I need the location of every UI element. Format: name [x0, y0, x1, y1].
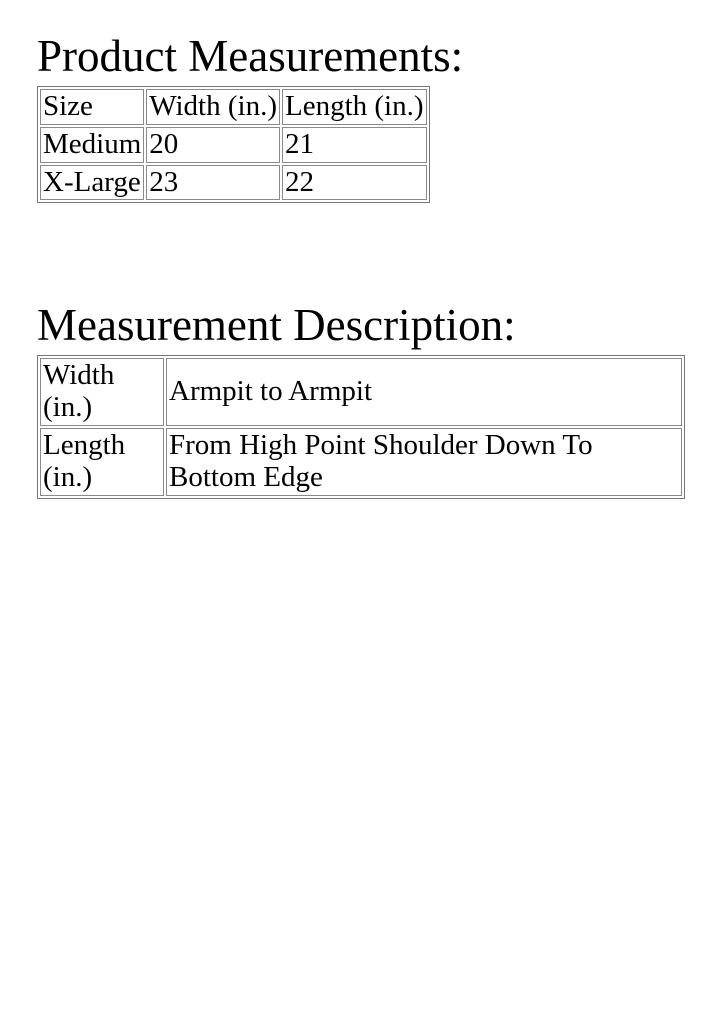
column-header-width: Width (in.)	[146, 89, 280, 125]
product-measurements-heading: Product Measurements:	[37, 31, 464, 81]
size-cell: X-Large	[40, 165, 144, 201]
table-row-xlarge	[40, 165, 427, 201]
width-value-cell: 20	[146, 127, 280, 163]
description-row-length	[40, 428, 682, 496]
measurement-description-table	[37, 355, 685, 499]
width-value-cell: 23	[146, 165, 280, 201]
column-header-length: Length (in.)	[282, 89, 427, 125]
table-row-medium	[40, 127, 427, 163]
length-value-cell: 21	[282, 127, 427, 163]
description-row-width	[40, 358, 682, 426]
measurement-description-heading: Measurement Description:	[37, 300, 516, 351]
size-cell: Medium	[40, 127, 144, 163]
length-value-cell: 22	[282, 165, 427, 201]
measurements-header-row	[40, 89, 427, 125]
term-cell-length: Length (in.)	[40, 428, 164, 496]
product-measurements-table	[37, 86, 430, 204]
description-cell-length: From High Point Shoulder Down To Bottom Edge	[166, 428, 682, 496]
description-cell-width: Armpit to Armpit	[166, 358, 682, 426]
column-header-size: Size	[40, 89, 144, 125]
term-cell-width: Width (in.)	[40, 358, 164, 426]
